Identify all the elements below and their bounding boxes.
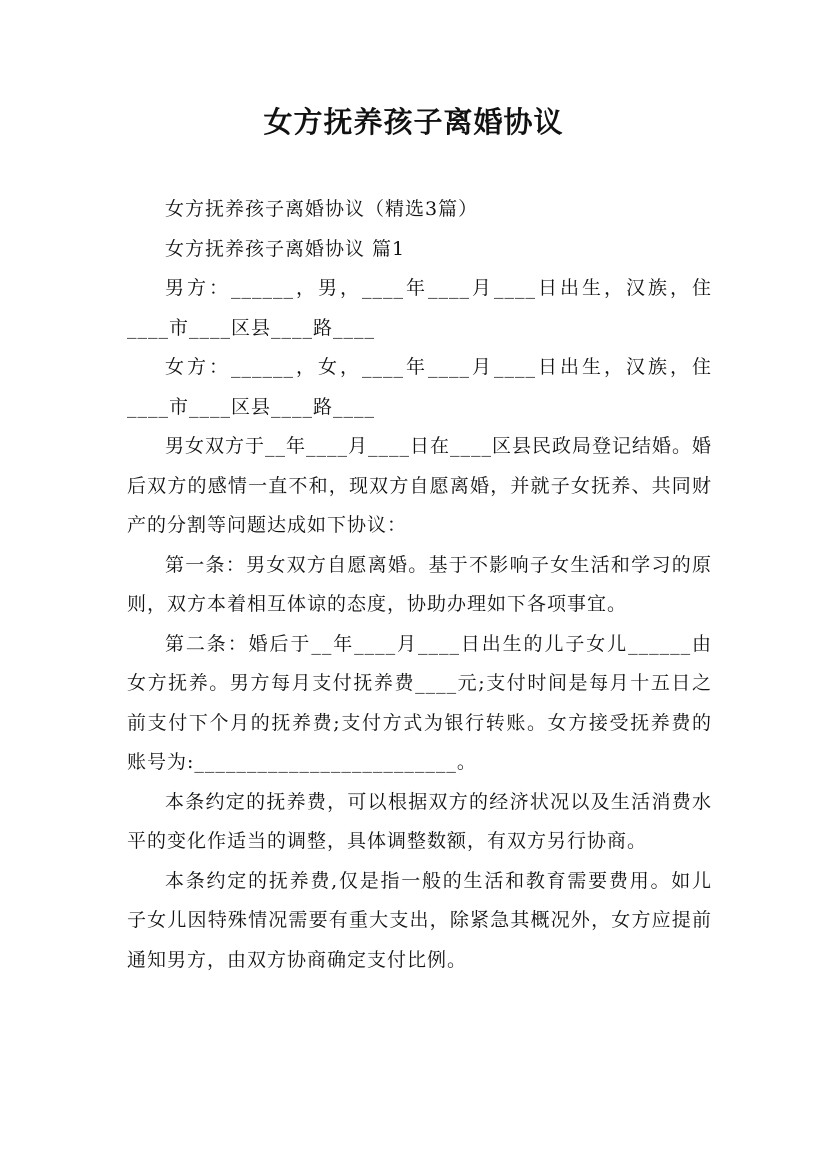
document-body	[127, 190, 712, 980]
paragraph-section-heading: 女方抚养孩子离婚协议 篇1	[165, 237, 406, 260]
paragraph-subtitle: 女方抚养孩子离婚协议（精选3篇）	[165, 198, 479, 220]
paragraph-article-1: 第一条：男女双方自愿离婚。基于不影响子女生活和学习的原则，双方本着相互体谅的态度，协助办理如下各项事宜。	[127, 553, 712, 615]
paragraph-male-party: 男方：______，男，____年____月____日出生，汉族，住____市____区县____路____	[127, 277, 712, 339]
paragraph-female-party: 女方：______，女，____年____月____日出生，汉族，住____市____区县____路____	[127, 356, 712, 418]
paragraph-article-2: 第二条：婚后于__年____月____日出生的儿子女儿______由女方抚养。男方每月支付抚养费____元;支付时间是每月十五日之前支付下个月的抚养费;支付方式为银行转账。女方接受抚养费的账号为:_________________________。	[127, 632, 712, 773]
document-title: 女方抚养孩子离婚协议	[263, 105, 564, 139]
paragraph-expenses: 本条约定的抚养费,仅是指一般的生活和教育需要费用。如儿子女儿因特殊情况需要有重大支出，除紧急其概况外，女方应提前通知男方，由双方协商确定支付比例。	[127, 869, 712, 971]
paragraph-intro: 男女双方于__年____月____日在____区县民政局登记结婚。婚后双方的感情一直不和，现双方自愿离婚，并就子女抚养、共同财产的分割等问题达成如下协议：	[127, 435, 713, 536]
paragraph-adjustment: 本条约定的抚养费，可以根据双方的经济状况以及生活消费水平的变化作适当的调整，具体调整数额，有双方另行协商。	[127, 790, 712, 852]
